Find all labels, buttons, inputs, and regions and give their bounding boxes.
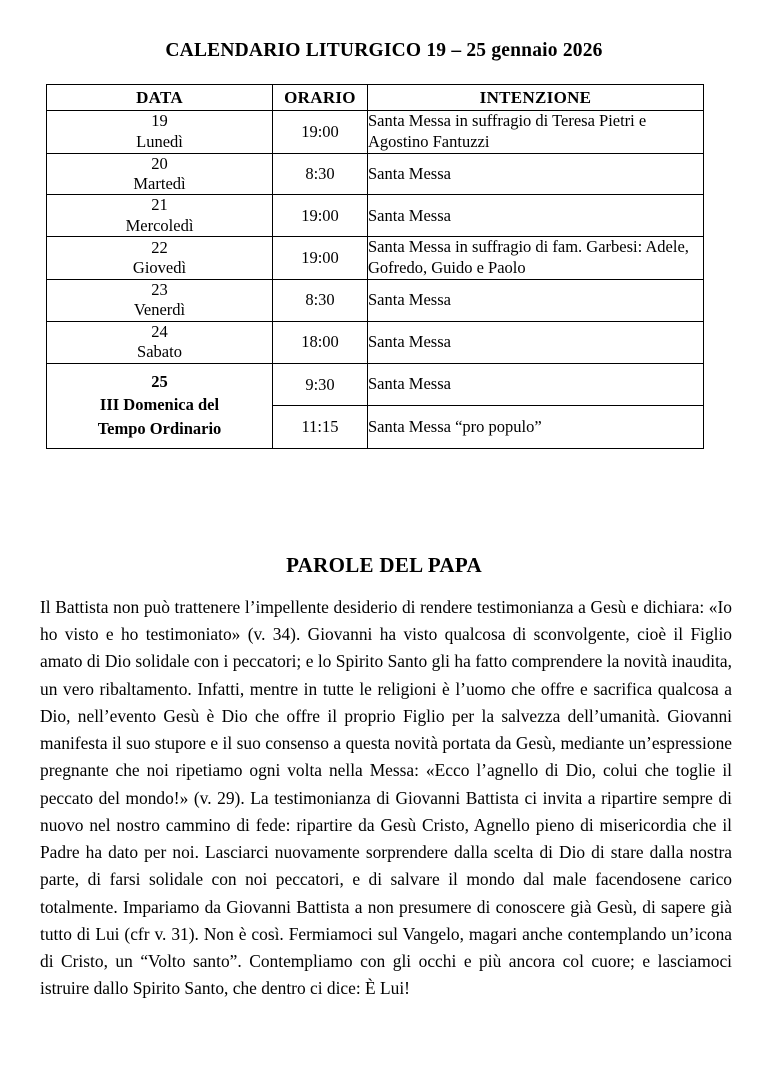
column-header-orario: ORARIO xyxy=(273,85,368,111)
table-body xyxy=(47,111,704,449)
cell-intention: Santa Messa xyxy=(368,195,704,237)
page-title: CALENDARIO LITURGICO 19 – 25 gennaio 2026 xyxy=(165,40,603,61)
date-feast-line1: III Domenica del xyxy=(99,395,220,415)
date-number: 21 xyxy=(151,195,168,215)
table-row xyxy=(47,321,704,363)
cell-intention: Santa Messa xyxy=(368,279,704,321)
section-heading-parole-del-papa: PAROLE DEL PAPA xyxy=(286,553,482,577)
date-weekday: Giovedì xyxy=(132,258,187,278)
table-row xyxy=(47,195,704,237)
cell-time: 8:30 xyxy=(273,153,368,195)
date-number: 23 xyxy=(151,279,168,299)
date-weekday: Lunedì xyxy=(136,131,183,151)
cell-intention: Santa Messa “pro populo” xyxy=(368,406,704,449)
cell-time: 9:30 xyxy=(273,363,368,406)
table-row xyxy=(47,279,704,321)
column-header-data: DATA xyxy=(47,85,273,111)
cell-time: 19:00 xyxy=(273,195,368,237)
date-feast-line2: Tempo Ordinario xyxy=(97,418,222,438)
cell-date xyxy=(47,153,273,195)
cell-time: 18:00 xyxy=(273,321,368,363)
table-header-row xyxy=(47,85,704,111)
table-row xyxy=(47,237,704,280)
cell-intention: Santa Messa xyxy=(368,153,704,195)
cell-time: 19:00 xyxy=(273,111,368,154)
cell-intention: Santa Messa xyxy=(368,321,704,363)
cell-date xyxy=(47,321,273,363)
cell-time: 19:00 xyxy=(273,237,368,280)
cell-intention: Santa Messa xyxy=(368,363,704,406)
date-weekday: Sabato xyxy=(137,342,182,362)
date-number: 24 xyxy=(151,321,168,341)
liturgical-calendar-table xyxy=(46,84,704,449)
liturgical-calendar-table-wrapper xyxy=(46,84,703,449)
date-number: 22 xyxy=(151,237,168,257)
cell-date xyxy=(47,195,273,237)
pope-message-paragraph: Il Battista non può trattenere l’impellente desiderio di rendere testimonianza a Gesù e dichiara: «Io ho visto e ho testimoniato» (v. 34). Giovanni ha visto qualcosa di sconvolgente, cioè il Figlio amato di Dio solidale con i peccatori; e lo Spirito Santo gli ha fatto comprendere la novità inaudita, un vero ribaltamento. Infatti, mentre in tutte le religioni è l’uomo che offre e sacrifica qualcosa a Dio, nell’evento Gesù è Dio che offre il proprio Figlio per la salvezza dell’umanità. Giovanni manifesta il suo stupore e il suo consenso a questa novità portata da Gesù, mediante un’espressione pregnante che noi ripetiamo ogni volta nella Messa: «Ecco l’agnello di Dio, colui che toglie il peccato del mondo!» (v. 29). La testimonianza di Giovanni Battista ci invita a ripartire sempre di nuovo nel nostro cammino di fede: ripartire da Gesù Cristo, Agnello pieno di misericordia che il Padre ha dato per noi. Lasciarci nuovamente sorprendere dalla scelta di Dio di stare dalla nostra parte, di farsi solidale con noi peccatori, e di salvare il mondo dal male facendosene carico totalmente. Impariamo da Giovanni Battista a non presumere di conoscere già Gesù, di sapere già tutto di Lui (cfr v. 31). Non è così. Fermiamoci sul Vangelo, magari anche contemplando un’icona di Cristo, un “Volto santo”. Contempliamo con gli occhi e più ancora col cuore; e lasciamoci istruire dallo Spirito Santo, che dentro ci dice: È Lui! xyxy=(40,597,732,999)
cell-date xyxy=(47,237,273,280)
date-number: 20 xyxy=(151,153,168,173)
date-number: 19 xyxy=(151,111,168,131)
date-number: 25 xyxy=(151,371,168,391)
date-weekday: Mercoledì xyxy=(125,215,194,235)
date-weekday: Martedì xyxy=(133,174,186,194)
date-weekday: Venerdì xyxy=(133,300,186,320)
cell-intention: Santa Messa in suffragio di Teresa Pietri e Agostino Fantuzzi xyxy=(368,111,704,154)
table-row xyxy=(47,153,704,195)
cell-intention: Santa Messa in suffragio di fam. Garbesi: Adele, Gofredo, Guido e Paolo xyxy=(368,237,704,280)
table-row xyxy=(47,111,704,154)
cell-date xyxy=(47,111,273,154)
table-row-sunday-first xyxy=(47,363,704,406)
cell-date-sunday xyxy=(47,363,273,448)
column-header-intenzione: INTENZIONE xyxy=(368,85,704,111)
cell-time: 8:30 xyxy=(273,279,368,321)
cell-time: 11:15 xyxy=(273,406,368,449)
cell-date xyxy=(47,279,273,321)
